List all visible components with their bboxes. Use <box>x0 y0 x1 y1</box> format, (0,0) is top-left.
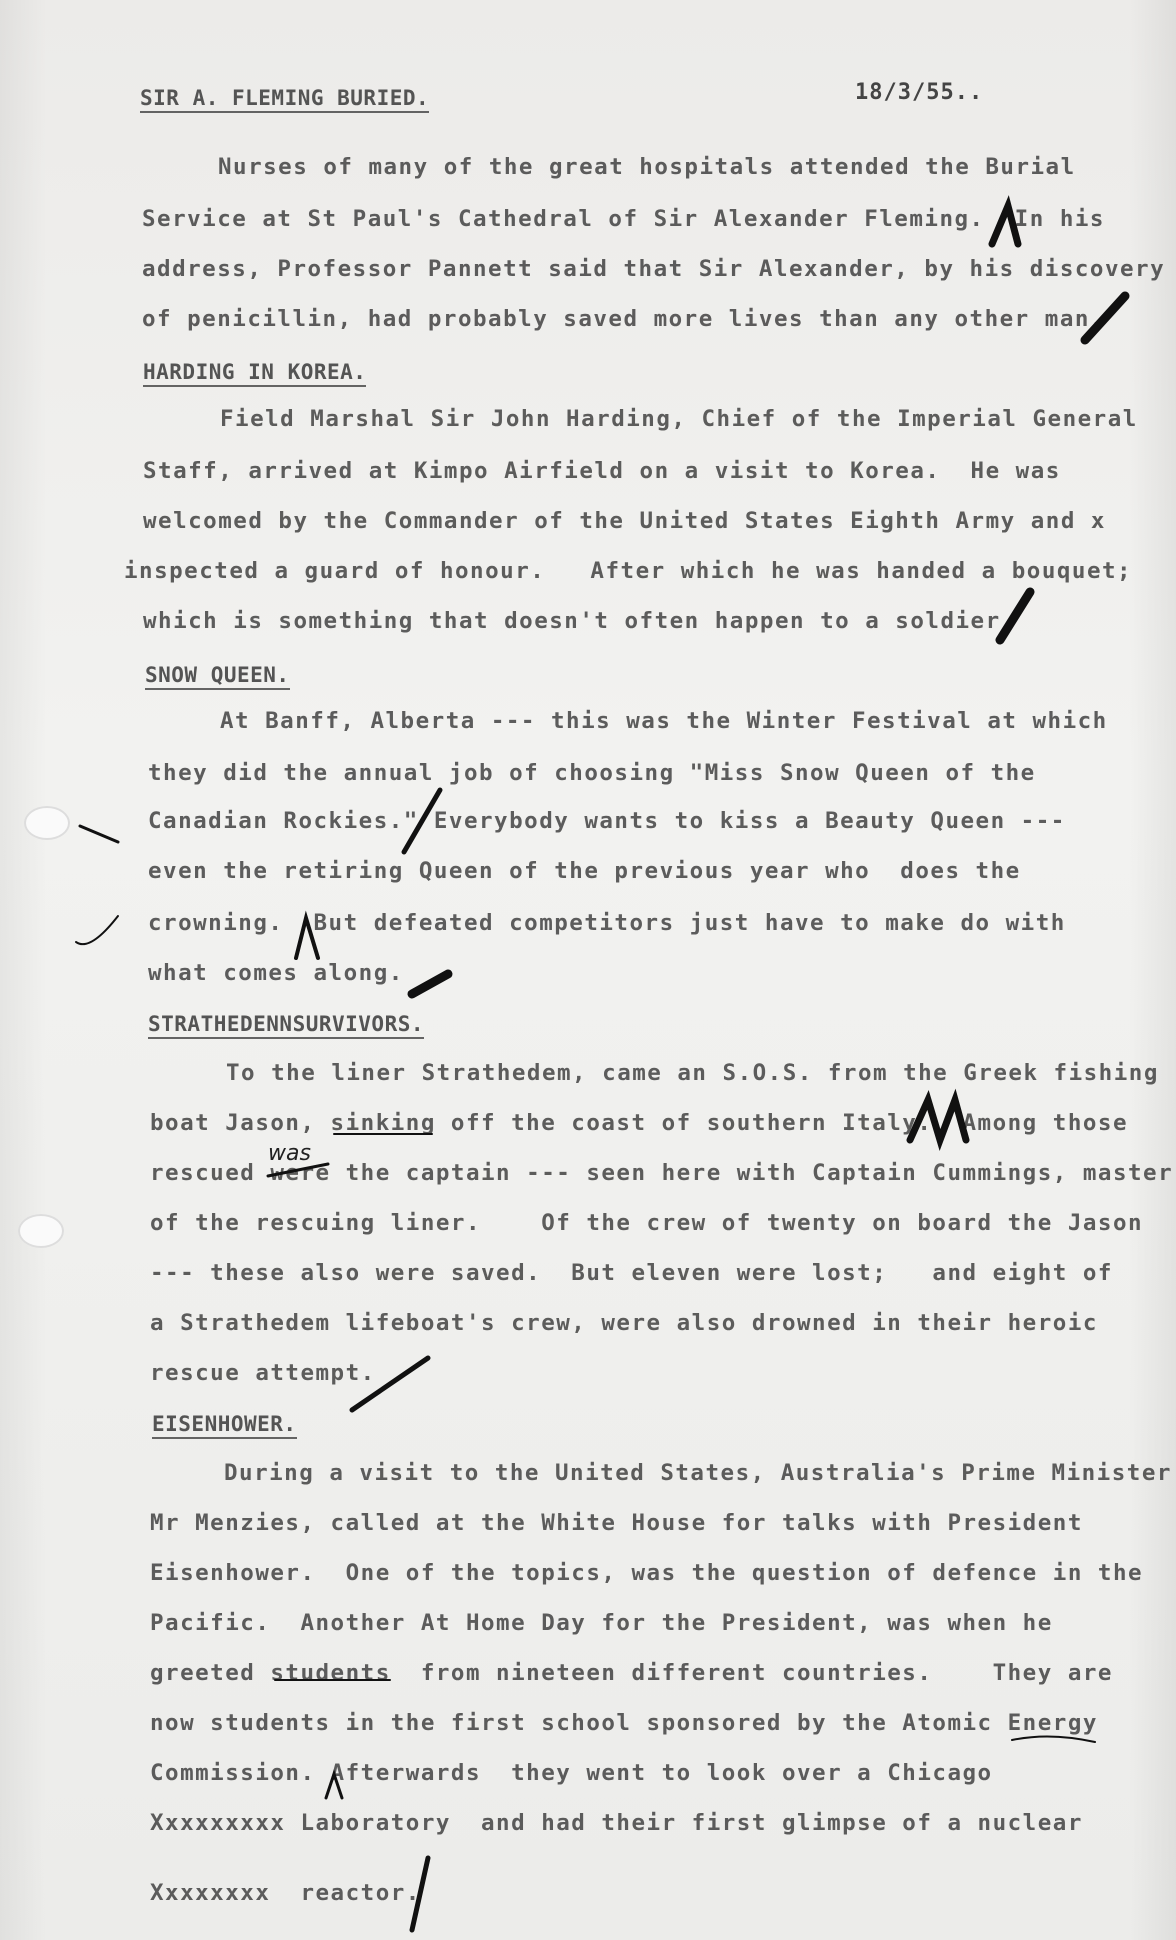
text-line: rescued were the captain --- seen here with Captain Cummings, master <box>150 1160 1174 1186</box>
section-heading-fleming: SIR A. FLEMING BURIED. <box>140 86 429 113</box>
text-line: rescue attempt. <box>150 1360 376 1386</box>
slash-mark <box>412 974 448 994</box>
text-line: Commission. Afterwards they went to look over a Chicago <box>150 1760 993 1786</box>
text-line: Xxxxxxxxx Laboratory and had their first glimpse of a nuclear <box>150 1810 1083 1836</box>
text-line: of the rescuing liner. Of the crew of twenty on board the Jason <box>150 1210 1144 1236</box>
section-heading-stratheden: STRATHEDENNSURVIVORS. <box>148 1012 424 1039</box>
text-line: crowning. But defeated competitors just have to make do with <box>148 910 1066 936</box>
text-line: inspected a guard of honour. After which he was handed a bouquet; <box>124 558 1133 584</box>
text-line: what comes along. <box>148 960 404 986</box>
underline-mark <box>1012 1736 1095 1742</box>
text-line: address, Professor Pannett said that Sir Alexander, by his discovery <box>142 256 1166 282</box>
section-heading-harding: HARDING IN KOREA. <box>143 360 366 387</box>
text-line: At Banff, Alberta --- this was the Winter Festival at which <box>220 708 1108 734</box>
text-line: Mr Menzies, called at the White House for talks with President <box>150 1510 1083 1536</box>
inserted-word-annotation: was <box>268 1141 311 1166</box>
text-line: now students in the first school sponsored by the Atomic Energy <box>150 1710 1098 1736</box>
text-line: Pacific. Another At Home Day for the President, was when he <box>150 1610 1053 1636</box>
document-date: 18/3/55.. <box>855 80 984 105</box>
text-line: they did the annual job of choosing "Miss Snow Queen of the <box>148 760 1036 786</box>
text-line: --- these also were saved. But eleven were lost; and eight of <box>150 1260 1113 1286</box>
section-heading-eisenhower: EISENHOWER. <box>152 1412 297 1439</box>
section-heading-snow-queen: SNOW QUEEN. <box>145 663 290 690</box>
text-line: Field Marshal Sir John Harding, Chief of the Imperial General <box>220 406 1138 432</box>
text-line: Nurses of many of the great hospitals attended the Burial <box>218 154 1076 180</box>
text-line: Eisenhower. One of the topics, was the question of defence in the <box>150 1560 1144 1586</box>
text-line: greeted students from nineteen different countries. They are <box>150 1660 1113 1686</box>
text-line: Service at St Paul's Cathedral of Sir Alexander Fleming. In his <box>142 206 1105 232</box>
margin-tick-mark <box>76 916 118 944</box>
margin-tick-mark <box>80 826 118 842</box>
punch-hole <box>18 1214 64 1248</box>
text-line: Xxxxxxxx reactor. <box>150 1880 421 1906</box>
text-line: welcomed by the Commander of the United States Eighth Army and x <box>143 508 1106 534</box>
text-line: boat Jason, sinking off the coast of southern Italy. Among those <box>150 1110 1128 1136</box>
text-line: Staff, arrived at Kimpo Airfield on a visit to Korea. He was <box>143 458 1061 484</box>
text-line: To the liner Strathedem, came an S.O.S. from the Greek fishing <box>226 1060 1159 1086</box>
text-line: a Strathedem lifeboat's crew, were also drowned in their heroic <box>150 1310 1098 1336</box>
text-line: which is something that doesn't often happen to a soldier. <box>143 608 1016 634</box>
text-line: Canadian Rockies." Everybody wants to kiss a Beauty Queen --- <box>148 808 1066 834</box>
text-line: During a visit to the United States, Australia's Prime Minister <box>224 1460 1172 1486</box>
punch-hole <box>24 806 70 840</box>
text-line: of penicillin, had probably saved more lives than any other man. <box>142 306 1105 332</box>
text-line: even the retiring Queen of the previous year who does the <box>148 858 1021 884</box>
